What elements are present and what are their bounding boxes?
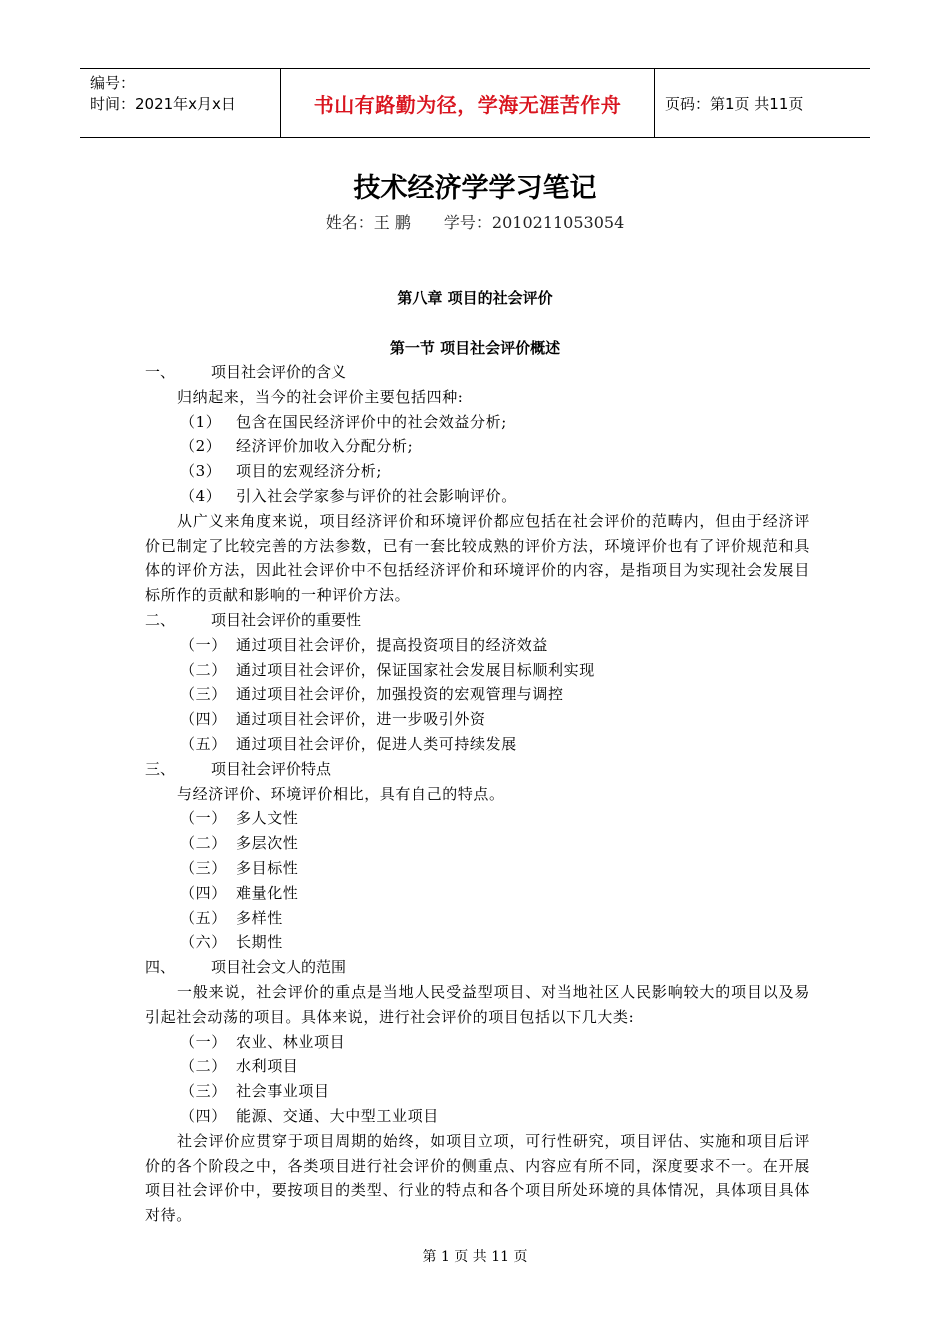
list-marker: （二） (180, 660, 227, 679)
list-text: 通过项目社会评价，加强投资的宏观管理与调控 (236, 685, 564, 704)
list-item (145, 1104, 810, 1129)
list-item (145, 1054, 810, 1079)
document-body (145, 360, 810, 1228)
list-item (145, 658, 810, 683)
part-number: 一、 (145, 363, 176, 381)
list-marker: （一） (180, 635, 227, 654)
list-item (145, 806, 810, 831)
list-marker: （六） (180, 933, 227, 952)
part-heading (145, 955, 810, 980)
motto: 书山有路勤为径，学海无涯苦作舟 (313, 92, 622, 117)
page-info: 页码：第1页 共11页 (665, 94, 804, 113)
code-label: 编号： (90, 74, 136, 92)
list-text: 通过项目社会评价，提高投资项目的经济效益 (236, 635, 549, 654)
list-item (145, 906, 810, 931)
list-marker: （3） (180, 462, 222, 481)
list-text: 多层次性 (236, 834, 299, 853)
list-item (145, 484, 810, 509)
list-text: 多目标性 (236, 858, 299, 877)
list-item (145, 930, 810, 955)
author-line (0, 210, 950, 233)
header-motto-cell (280, 69, 655, 137)
list-item (145, 707, 810, 732)
page-footer: 第 1 页 共 11 页 (422, 1249, 528, 1265)
part-heading (145, 360, 810, 385)
list-marker: （三） (180, 685, 227, 704)
list-item (145, 732, 810, 757)
part-title: 项目社会评价的重要性 (211, 610, 362, 629)
section-heading: 第一节 项目社会评价概述 (389, 339, 561, 357)
list-marker: （一） (180, 1032, 227, 1051)
list-item (145, 459, 810, 484)
part-number: 四、 (145, 958, 176, 977)
list-text: 引入社会学家参与评价的社会影响评价。 (236, 486, 517, 505)
list-item (145, 682, 810, 707)
list-marker: （4） (180, 486, 222, 505)
list-item (145, 434, 810, 459)
list-text: 多人文性 (236, 809, 299, 828)
header-meta (80, 69, 280, 137)
list-text: 社会事业项目 (236, 1082, 330, 1101)
list-item (145, 410, 810, 435)
list-text: 难量化性 (236, 883, 299, 902)
list-marker: （四） (180, 883, 227, 902)
author-name: 姓名：王 鹏 (325, 213, 411, 232)
part-number: 三、 (145, 759, 176, 778)
chapter-heading: 第八章 项目的社会评价 (397, 289, 553, 307)
list-marker: （三） (180, 1082, 227, 1101)
part-heading (145, 757, 810, 782)
student-id: 学号：2010211053054 (443, 213, 625, 232)
part-title: 项目社会评价的含义 (211, 363, 347, 381)
list-marker: （五） (180, 908, 227, 927)
list-item (145, 1030, 810, 1055)
list-item (145, 856, 810, 881)
list-marker: （四） (180, 710, 227, 729)
page-header (80, 68, 870, 138)
list-text: 包含在国民经济评价中的社会效益分析; (236, 412, 507, 431)
list-text: 通过项目社会评价，进一步吸引外资 (236, 710, 486, 729)
list-text: 多样性 (236, 908, 283, 927)
list-item (145, 633, 810, 658)
paragraph: 与经济评价、环境评价相比，具有自己的特点。 (177, 784, 505, 803)
list-text: 能源、交通、大中型工业项目 (236, 1106, 439, 1125)
list-text: 经济评价加收入分配分析; (236, 437, 414, 456)
date-label: 时间：2021年x月x日 (90, 95, 236, 113)
list-text: 通过项目社会评价，促进人类可持续发展 (236, 734, 517, 753)
list-item (145, 1079, 810, 1104)
list-text: 农业、林业项目 (236, 1032, 346, 1051)
list-text: 通过项目社会评价，保证国家社会发展目标顺利实现 (236, 660, 595, 679)
part-number: 二、 (145, 610, 176, 629)
list-item (145, 831, 810, 856)
paragraph: 社会评价应贯穿于项目周期的始终，如项目立项，可行性研究，项目评估、实施和项目后评价的各个阶段之中，各类项目进行社会评价的侧重点、内容应有所不同，深度要求不一。在开展项目社会评价中，要按项目的类型、行业的特点和各个项目所处环境的具体情况，具体项目具体对待。 (145, 1131, 810, 1225)
list-marker: （五） (180, 734, 227, 753)
list-text: 水利项目 (236, 1057, 299, 1076)
document-title: 技术经济学学习笔记 (353, 173, 597, 204)
list-marker: （2） (180, 437, 222, 456)
part-heading (145, 608, 810, 633)
list-marker: （二） (180, 834, 227, 853)
list-marker: （一） (180, 809, 227, 828)
list-item (145, 881, 810, 906)
part-title: 项目社会文人的范围 (211, 958, 347, 977)
list-marker: （1） (180, 412, 222, 431)
paragraph: 一般来说，社会评价的重点是当地人民受益型项目、对当地社区人民影响较大的项目以及易引起社会动荡的项目。具体来说，进行社会评价的项目包括以下几大类: (145, 982, 810, 1026)
part-title: 项目社会评价特点 (211, 759, 332, 778)
paragraph: 从广义来角度来说，项目经济评价和环境评价都应包括在社会评价的范畴内，但由于经济评价已制定了比较完善的方法参数，已有一套比较成熟的评价方法，环境评价也有了评价规范和具体的评价方法，因此社会评价中不包括经济评价和环境评价的内容，是指项目为实现社会发展目标所作的贡献和影响的一种评价方法。 (145, 511, 810, 605)
paragraph: 归纳起来，当今的社会评价主要包括四种: (177, 387, 464, 406)
list-text: 项目的宏观经济分析; (236, 462, 383, 481)
list-marker: （三） (180, 858, 227, 877)
list-text: 长期性 (236, 933, 283, 952)
list-marker: （四） (180, 1106, 227, 1125)
list-marker: （二） (180, 1057, 227, 1076)
